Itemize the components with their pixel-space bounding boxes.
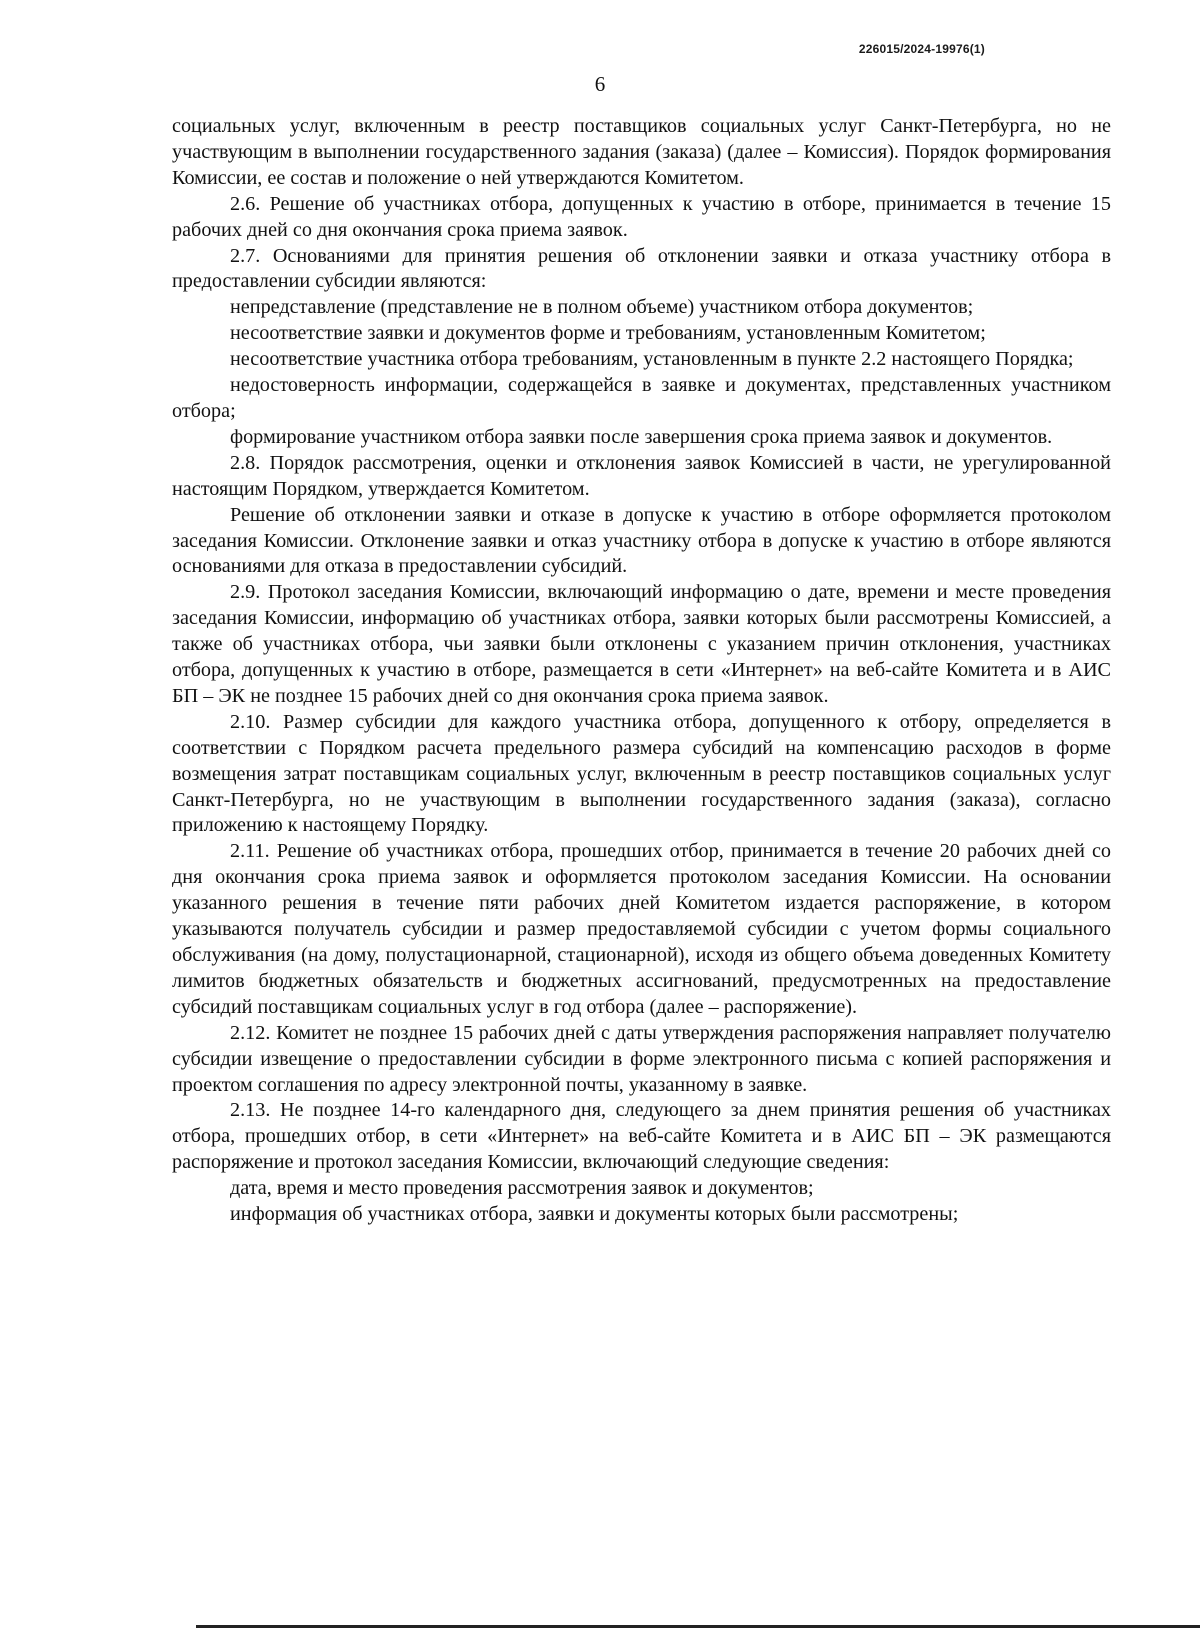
list-item: несоответствие заявки и документов форме и требованиям, установленным Комитетом;	[230, 322, 986, 345]
list-item: дата, время и место проведения рассмотрения заявок и документов;	[230, 1177, 814, 1200]
paragraph: 2.13. Не позднее 14-го календарного дня, следующего за днем принятия решения об участниках отбора, прошедших отбор, в сети «Интернет» на веб-сайте Комитета и в АИС БП – ЭК размещаются распоряжение и протокол заседания Комиссии, включающий следующие сведения:	[172, 1099, 1111, 1174]
list-item: формирование участником отбора заявки после завершения срока приема заявок и документов.	[230, 425, 1053, 448]
list-item: недостоверность информации, содержащейся в заявке и документах, представленных участником отбора;	[172, 374, 1111, 422]
paragraph: 2.12. Комитет не позднее 15 рабочих дней с даты утверждения распоряжения направляет получателю субсидии извещение о предоставлении субсидии в форме электронного письма с копией распоряжения и проектом соглашения по адресу электронной почты, указанному в заявке.	[172, 1021, 1111, 1096]
paragraph: 2.7. Основаниями для принятия решения об отклонении заявки и отказа участнику отбора в предоставлении субсидии являются:	[172, 244, 1111, 293]
list-item: непредставление (представление не в полном объеме) участником отбора документов;	[230, 296, 974, 319]
paragraph: 2.9. Протокол заседания Комиссии, включающий информацию о дате, времени и месте проведения заседания Комиссии, информацию об участниках отбора, заявки которых были рассмотрены Комиссией, а также об участниках отбора, чьи заявки были отклонены с указанием причин отклонения, участниках отбора, допущенных к участию в отборе, размещается в сети «Интернет» на веб-сайте Комитета и в АИС БП – ЭК не позднее 15 рабочих дней со дня окончания срока приема заявок.	[172, 581, 1111, 707]
paragraph: 2.6. Решение об участниках отбора, допущенных к участию в отборе, принимается в течение 15 рабочих дней со дня окончания срока приема заявок.	[172, 192, 1111, 241]
document-body	[172, 114, 1111, 1228]
paragraph: социальных услуг, включенным в реестр поставщиков социальных услуг Санкт-Петербурга, но не участвующим в выполнении государственного задания (заказа) (далее – Комиссия). Порядок формирования Комиссии, ее состав и положение о ней утверждаются Комитетом.	[172, 115, 1111, 189]
list-item: информация об участниках отбора, заявки и документы которых были рассмотрены;	[230, 1203, 959, 1226]
paragraph: 2.10. Размер субсидии для каждого участника отбора, допущенного к отбору, определяется в соответствии с Порядком расчета предельного размера субсидий на компенсацию расходов в форме возмещения затрат поставщикам социальных услуг, включенным в реестр поставщиков социальных услуг Санкт-Петербурга, но не участвующим в выполнении государственного задания (заказа), согласно приложению к настоящему Порядку.	[172, 710, 1111, 837]
scan-edge-line	[196, 1625, 1200, 1628]
page-number: 6	[594, 72, 606, 96]
paragraph: Решение об отклонении заявки и отказе в допуске к участию в отборе оформляется протоколом заседания Комиссии. Отклонение заявки и отказ участнику отбора в допуске к участию в отборе являются основаниями для отказа в предоставлении субсидий.	[172, 503, 1111, 578]
paragraph: 2.11. Решение об участниках отбора, прошедших отбор, принимается в течение 20 рабочих дней со дня окончания срока приема заявок и оформляется протоколом заседания Комиссии. На основании указанного решения в течение пяти рабочих дней Комитетом издается распоряжение, в котором указываются получатель субсидии и размер предоставляемой субсидии с учетом формы социального обслуживания (на дому, полустационарной, стационарной), исходя из общего объема доведенных Комитету лимитов бюджетных обязательств и бюджетных ассигнований, предусмотренных на предоставление субсидий поставщикам социальных услуг в год отбора (далее – распоряжение).	[172, 840, 1111, 1018]
list-item: несоответствие участника отбора требованиям, установленным в пункте 2.2 настоящего Порядка;	[230, 348, 1074, 371]
paragraph: 2.8. Порядок рассмотрения, оценки и отклонения заявок Комиссией в части, не урегулированной настоящим Порядком, утверждается Комитетом.	[172, 451, 1111, 500]
document-id: 226015/2024-19976(1)	[858, 42, 985, 56]
